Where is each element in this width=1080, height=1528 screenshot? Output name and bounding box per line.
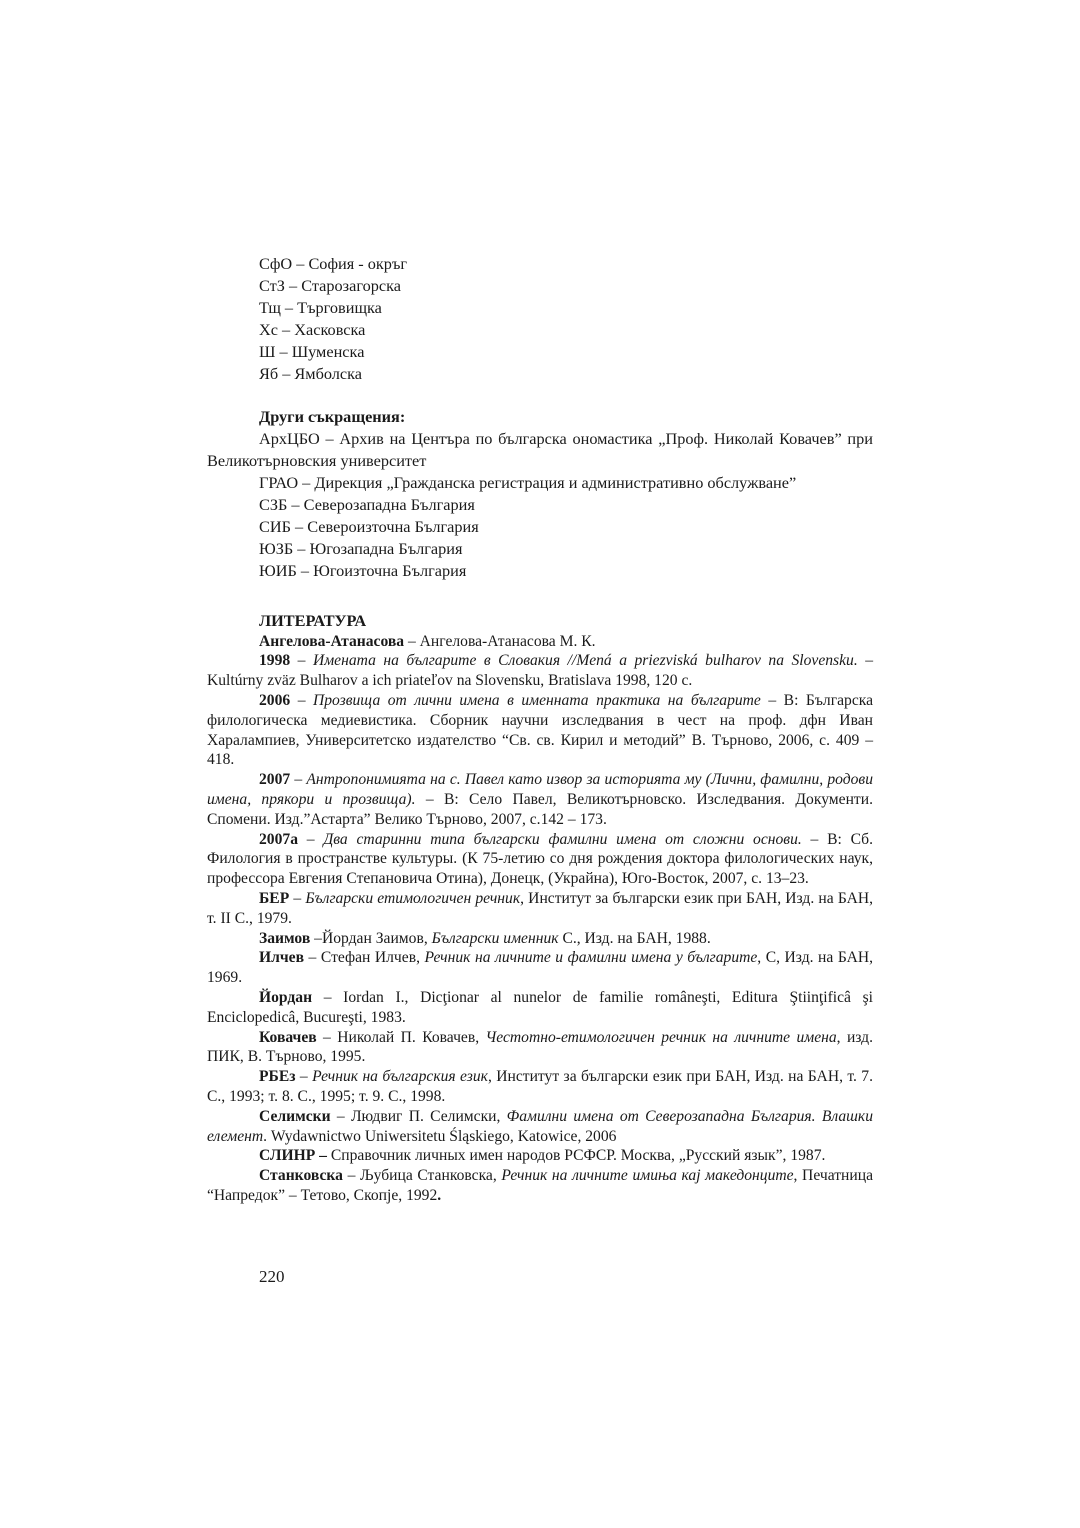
literature-entry (207, 691, 873, 770)
region-abbreviation: Ш – Шуменска (259, 341, 365, 361)
entry-key: БЕР (259, 889, 290, 907)
entry-title: Антропонимията на с. Павел като извор за историята му (Лични, фамилни, родови имена, прякори и прозвища). (207, 771, 874, 808)
other-abbreviation: СИБ – Североизточна България (259, 516, 479, 536)
entry-details: Людвиг П. Селимски, (350, 1107, 507, 1125)
entry-separator: – (404, 632, 420, 650)
literature-list (207, 632, 873, 1206)
entry-title: Речник на българския език (312, 1068, 488, 1086)
literature-entry (207, 651, 873, 691)
entry-key: 2007а (259, 830, 298, 848)
entry-title: Речник на личните и фамилни имена у българите (424, 949, 758, 967)
entry-separator: – (290, 691, 313, 709)
entry-title: Български етимологичен речник (305, 889, 521, 907)
entry-title: Фамилни имена от Северозападна България. Влашки елемент (207, 1107, 873, 1145)
literature-entry (207, 1107, 873, 1147)
literature-entry (207, 948, 873, 988)
region-abbreviation: Хс – Хасковска (259, 319, 366, 339)
entry-separator: – (289, 889, 306, 907)
document-page (207, 253, 873, 1206)
literature-entry (207, 929, 873, 949)
entry-title: Прозвища от лични имена в именната практика на българите (313, 691, 761, 709)
entry-key: РБЕз (259, 1068, 296, 1086)
entry-title: Честотно-етимологичен речник на личните имена (485, 1028, 837, 1046)
literature-entry (207, 1028, 873, 1068)
regions-list (207, 253, 873, 384)
literature-entry (207, 1146, 873, 1166)
entry-details: . Wydawnictwo Uniwersitetu Śląskiego, Katowice, 2006 (263, 1127, 617, 1145)
entry-separator: – (295, 1068, 313, 1086)
entry-details: , Институт за български език при БАН, Изд. на БАН, т. 7. С., 1993; т. 8. С., 1995; т. 9. С., 1998. (207, 1068, 873, 1105)
entry-separator: – (304, 949, 321, 967)
literature-section (207, 610, 873, 1206)
literature-entry (207, 1166, 873, 1206)
entry-key: СЛИНР – (259, 1147, 327, 1165)
entry-details: – В: Сб. Филология в пространстве культуры. (К 75-летию со дня рождения доктора филологических наук, профессора Евгения Степановича Отина), Донецк, (Украйна), Юго-Восток, 2007, с. 13–23. (207, 830, 874, 888)
entry-details: – В: Българска филологическа медиевистика. Сборник научни изследвания в чест на проф. дфн Иван Харалампиев, Университетско издателство “Св. св. Кирил и методий” В. Търново, 2006, с. 409 – 418. (207, 691, 873, 769)
entry-details: С., Изд. на БАН, 1988. (558, 929, 711, 947)
other-abbreviation: ЮИБ – Югоизточна България (259, 560, 467, 580)
entry-details: , Институт за български език при БАН, Изд. на БАН, т. II С., 1979. (207, 889, 873, 927)
entry-details: Николай П. Ковачев, (337, 1028, 486, 1046)
entry-details: , Печатница “Напредок” – Тетово, Скопје, 1992 (207, 1167, 873, 1204)
entry-details: – Kultúrny zväz Bulharov a ich priateľov na Slovensku, Bratislava 1998, 120 с. (207, 652, 873, 690)
region-abbreviation: Яб – Ямболска (259, 363, 363, 383)
entry-key: Илчев (259, 949, 305, 967)
other-abbreviations-section (207, 406, 873, 581)
entry-separator: – (330, 1107, 351, 1125)
entry-key: Заимов (259, 929, 311, 947)
literature-entry (207, 632, 873, 652)
entry-key: Селимски (259, 1107, 331, 1125)
other-abbreviations-heading: Други съкращения: (259, 407, 406, 427)
literature-entry (207, 988, 873, 1028)
entry-separator: – (297, 830, 324, 848)
entry-title: Речник на личните имиња кај македонците (501, 1167, 794, 1185)
region-abbreviation: Тщ – Търговищка (259, 297, 382, 317)
other-abbreviation: СЗБ – Северозападна България (259, 495, 475, 515)
entry-details: Iordan I., Dicţionar al nunelor de familie româneşti, Editura Ştiinţificâ şi Enciclopedicâ, Bucureşti, 1983. (207, 988, 873, 1026)
entry-details: Љубица Станковска, (360, 1167, 502, 1185)
entry-key: 2007 (259, 771, 291, 789)
page-number: 220 (259, 1267, 285, 1286)
entry-details: Справочник личных имен народов РСФСР. Москва, „Русский язык”, 1987. (330, 1147, 826, 1165)
entry-separator: – (312, 988, 344, 1006)
entry-title: Два старинни типа български фамилни имена от сложни основи. (323, 830, 802, 848)
other-abbreviation: ЮЗБ – Югозападна България (259, 538, 463, 558)
entry-key: Станковска (259, 1167, 343, 1185)
entry-key: Ковачев (259, 1028, 317, 1046)
entry-separator: – (290, 771, 307, 789)
entry-title: Имената на българите в Словакия //Mená a priezviská bulharov na Slovensku. (312, 652, 858, 670)
entry-separator: – (342, 1167, 360, 1185)
literature-entry (207, 830, 873, 889)
entry-key: 1998 (259, 652, 291, 670)
entry-details: – В: Село Павел, Великотърновско. Изследвания. Документи. Спомени. Изд.”Астарта” Велико Търново, 2007, с.142 – 173. (207, 790, 873, 828)
region-abbreviation: СтЗ – Старозагорска (259, 275, 401, 295)
region-abbreviation: СфО – София - окръг (259, 254, 408, 273)
literature-entry (207, 770, 873, 829)
literature-heading: ЛИТЕРАТУРА (259, 610, 367, 630)
entry-details: Ангелова-Атанасова М. К. (419, 632, 596, 650)
entry-separator: – (316, 1028, 338, 1046)
other-abbreviation: АрхЦБО – Архив на Центъра по българска ономастика „Проф. Николай Ковачев” при Великотърновския университет (207, 429, 873, 471)
entry-tail: . (437, 1186, 442, 1204)
entry-details: , изд. ПИК, В. Търново, 1995. (207, 1028, 873, 1066)
entry-details: Стефан Илчев, (320, 949, 425, 967)
other-abbreviation: ГРАО – Дирекция „Гражданска регистрация и административно обслужване” (259, 473, 797, 493)
entry-separator: – (310, 929, 322, 947)
entry-key: Ангелова-Атанасова (259, 632, 405, 650)
entry-details: , С, Изд. на БАН, 1969. (207, 949, 874, 987)
literature-entry (207, 889, 873, 929)
entry-title: Български именник (431, 929, 559, 947)
entry-separator: – (290, 652, 313, 670)
literature-entry (207, 1067, 873, 1107)
entry-key: Йордан (259, 988, 313, 1006)
entry-key: 2006 (259, 691, 291, 709)
entry-details: Йордан Заимов, (321, 929, 432, 947)
